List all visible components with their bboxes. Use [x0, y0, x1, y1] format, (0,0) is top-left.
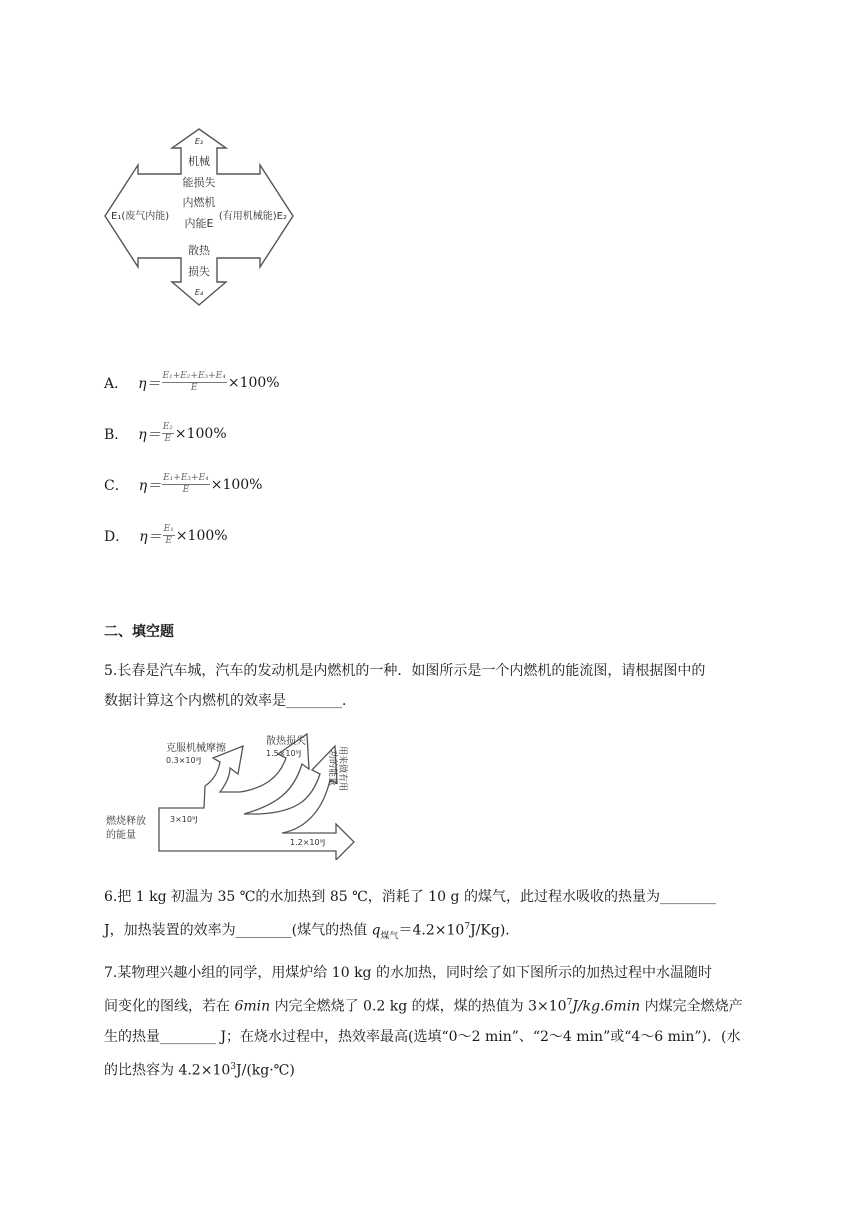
option-d-fraction	[163, 525, 175, 546]
q6-q-subscript: 煤气	[380, 931, 399, 942]
question-7	[104, 958, 758, 1085]
q7-line-3: 生的热量________ J；在烧水过程中，热效率最高(选填“0～2 min”、“2～4 min”或“4～6 min”)．(水	[104, 1028, 741, 1045]
e3-label: E₃	[194, 137, 204, 146]
q6-line-2-c: J/Kg)．	[470, 922, 520, 939]
option-b-tail: ×100%	[174, 425, 227, 442]
release-label-1: 燃烧释放	[106, 816, 146, 827]
option-d-eta: η＝	[139, 528, 162, 545]
option-b-fraction	[162, 423, 174, 444]
option-d-letter: D．	[104, 528, 130, 545]
useful-value: 1.2×10⁹J	[290, 838, 326, 847]
useful-label-2: 功的能量	[327, 750, 337, 787]
option-b-denominator: E	[164, 434, 172, 444]
option-a-denominator: E	[190, 383, 198, 393]
option-a-numerator: E₁+E₂+E₃+E₄	[162, 371, 226, 381]
question-6	[104, 882, 758, 951]
option-b	[104, 423, 227, 444]
release-label-2: 的能量	[106, 830, 136, 841]
q7-line-2-a: 间变化的图线，若在	[104, 998, 235, 1015]
friction-label-1: 克服机械摩擦	[166, 743, 226, 754]
q7-line-2-c: 内煤完全燃烧产	[640, 998, 743, 1015]
option-c-eta: η＝	[138, 477, 162, 494]
q7-exponent-2: 3	[230, 1061, 236, 1072]
section-title: 二、填空题	[104, 624, 174, 640]
q7-min: 6min	[234, 998, 271, 1015]
q5-line-2: 数据计算这个内燃机的效率是________．	[104, 693, 356, 709]
q6-q-symbol: q	[371, 922, 381, 939]
q6-exponent: 7	[464, 922, 471, 932]
q6-line-2-b: ＝4.2×10	[398, 922, 465, 939]
engine-energy-diagram	[104, 128, 294, 306]
option-b-letter: B．	[104, 426, 129, 443]
energy-flow-diagram	[104, 728, 368, 860]
option-a-letter: A．	[104, 375, 129, 392]
e4-label: E₄	[194, 288, 204, 297]
option-d	[104, 525, 228, 546]
option-d-numerator: E₁	[163, 524, 174, 534]
center-label-2: 内能E	[184, 217, 214, 230]
bottom-label-1: 散热	[188, 244, 210, 257]
top-label-2: 能损失	[182, 176, 216, 189]
q7-line-4	[104, 1052, 758, 1086]
top-label-1: 机械	[188, 155, 210, 168]
left-label: E₁(废气内能)	[111, 211, 170, 222]
option-c-denominator: E	[182, 485, 190, 495]
option-b-eta: η＝	[138, 426, 161, 443]
option-a-tail: ×100%	[227, 374, 280, 391]
option-a-eta: η＝	[138, 375, 161, 392]
friction-label-2: 0.3×10⁹J	[166, 756, 202, 765]
option-b-numerator: E₂	[162, 422, 173, 432]
option-d-tail: ×100%	[175, 527, 228, 544]
q7-line-4-a: 的比热容为 4.2×10	[104, 1062, 231, 1079]
release-value: 3×10⁹J	[170, 815, 198, 824]
q7-line-1: 7.某物理兴趣小组的同学，用煤炉给 10 kg 的水加热，同时绘了如下图所示的加热过程中水温随时	[104, 965, 712, 981]
heat-label-1: 散热损失	[266, 736, 306, 747]
heat-label-2: 1.5×10⁹J	[266, 749, 302, 758]
option-c-numerator: E₁+E₃+E₄	[163, 473, 209, 483]
q7-exponent-1: 7	[566, 998, 573, 1008]
q7-line-2	[104, 988, 758, 1022]
q6-line-2-a: J，加热装置的效率为________(煤气的热值	[104, 922, 372, 939]
q7-line-4-b: J/(kg·℃)	[236, 1062, 295, 1079]
option-a	[104, 372, 280, 393]
option-c-tail: ×100%	[210, 476, 263, 493]
center-label-1: 内燃机	[182, 196, 216, 209]
option-d-denominator: E	[165, 536, 172, 546]
q7-unit: J/kg.6min	[572, 998, 641, 1015]
q5-line-1: 5.长春是汽车城，汽车的发动机是内燃机的一种．如图所示是一个内燃机的能流图，请根据图中的	[104, 663, 706, 679]
useful-label-1: 用来做有用	[337, 746, 347, 792]
option-c	[104, 474, 263, 495]
bottom-label-2: 损失	[188, 265, 210, 278]
question-5	[104, 656, 758, 716]
q6-line-1: 6.把 1 kg 初温为 35 ℃的水加热到 85 ℃，消耗了 10 g 的煤气，此过程水吸收的热量为________	[104, 889, 716, 905]
option-a-fraction	[162, 372, 227, 393]
option-c-fraction	[162, 474, 210, 495]
option-c-letter: C．	[104, 477, 129, 494]
right-label: (有用机械能)E₂	[218, 211, 287, 222]
q7-line-2-b: 内完全燃烧了 0.2 kg 的煤，煤的热值为 3×10	[270, 998, 567, 1015]
q6-line-2	[104, 912, 758, 951]
